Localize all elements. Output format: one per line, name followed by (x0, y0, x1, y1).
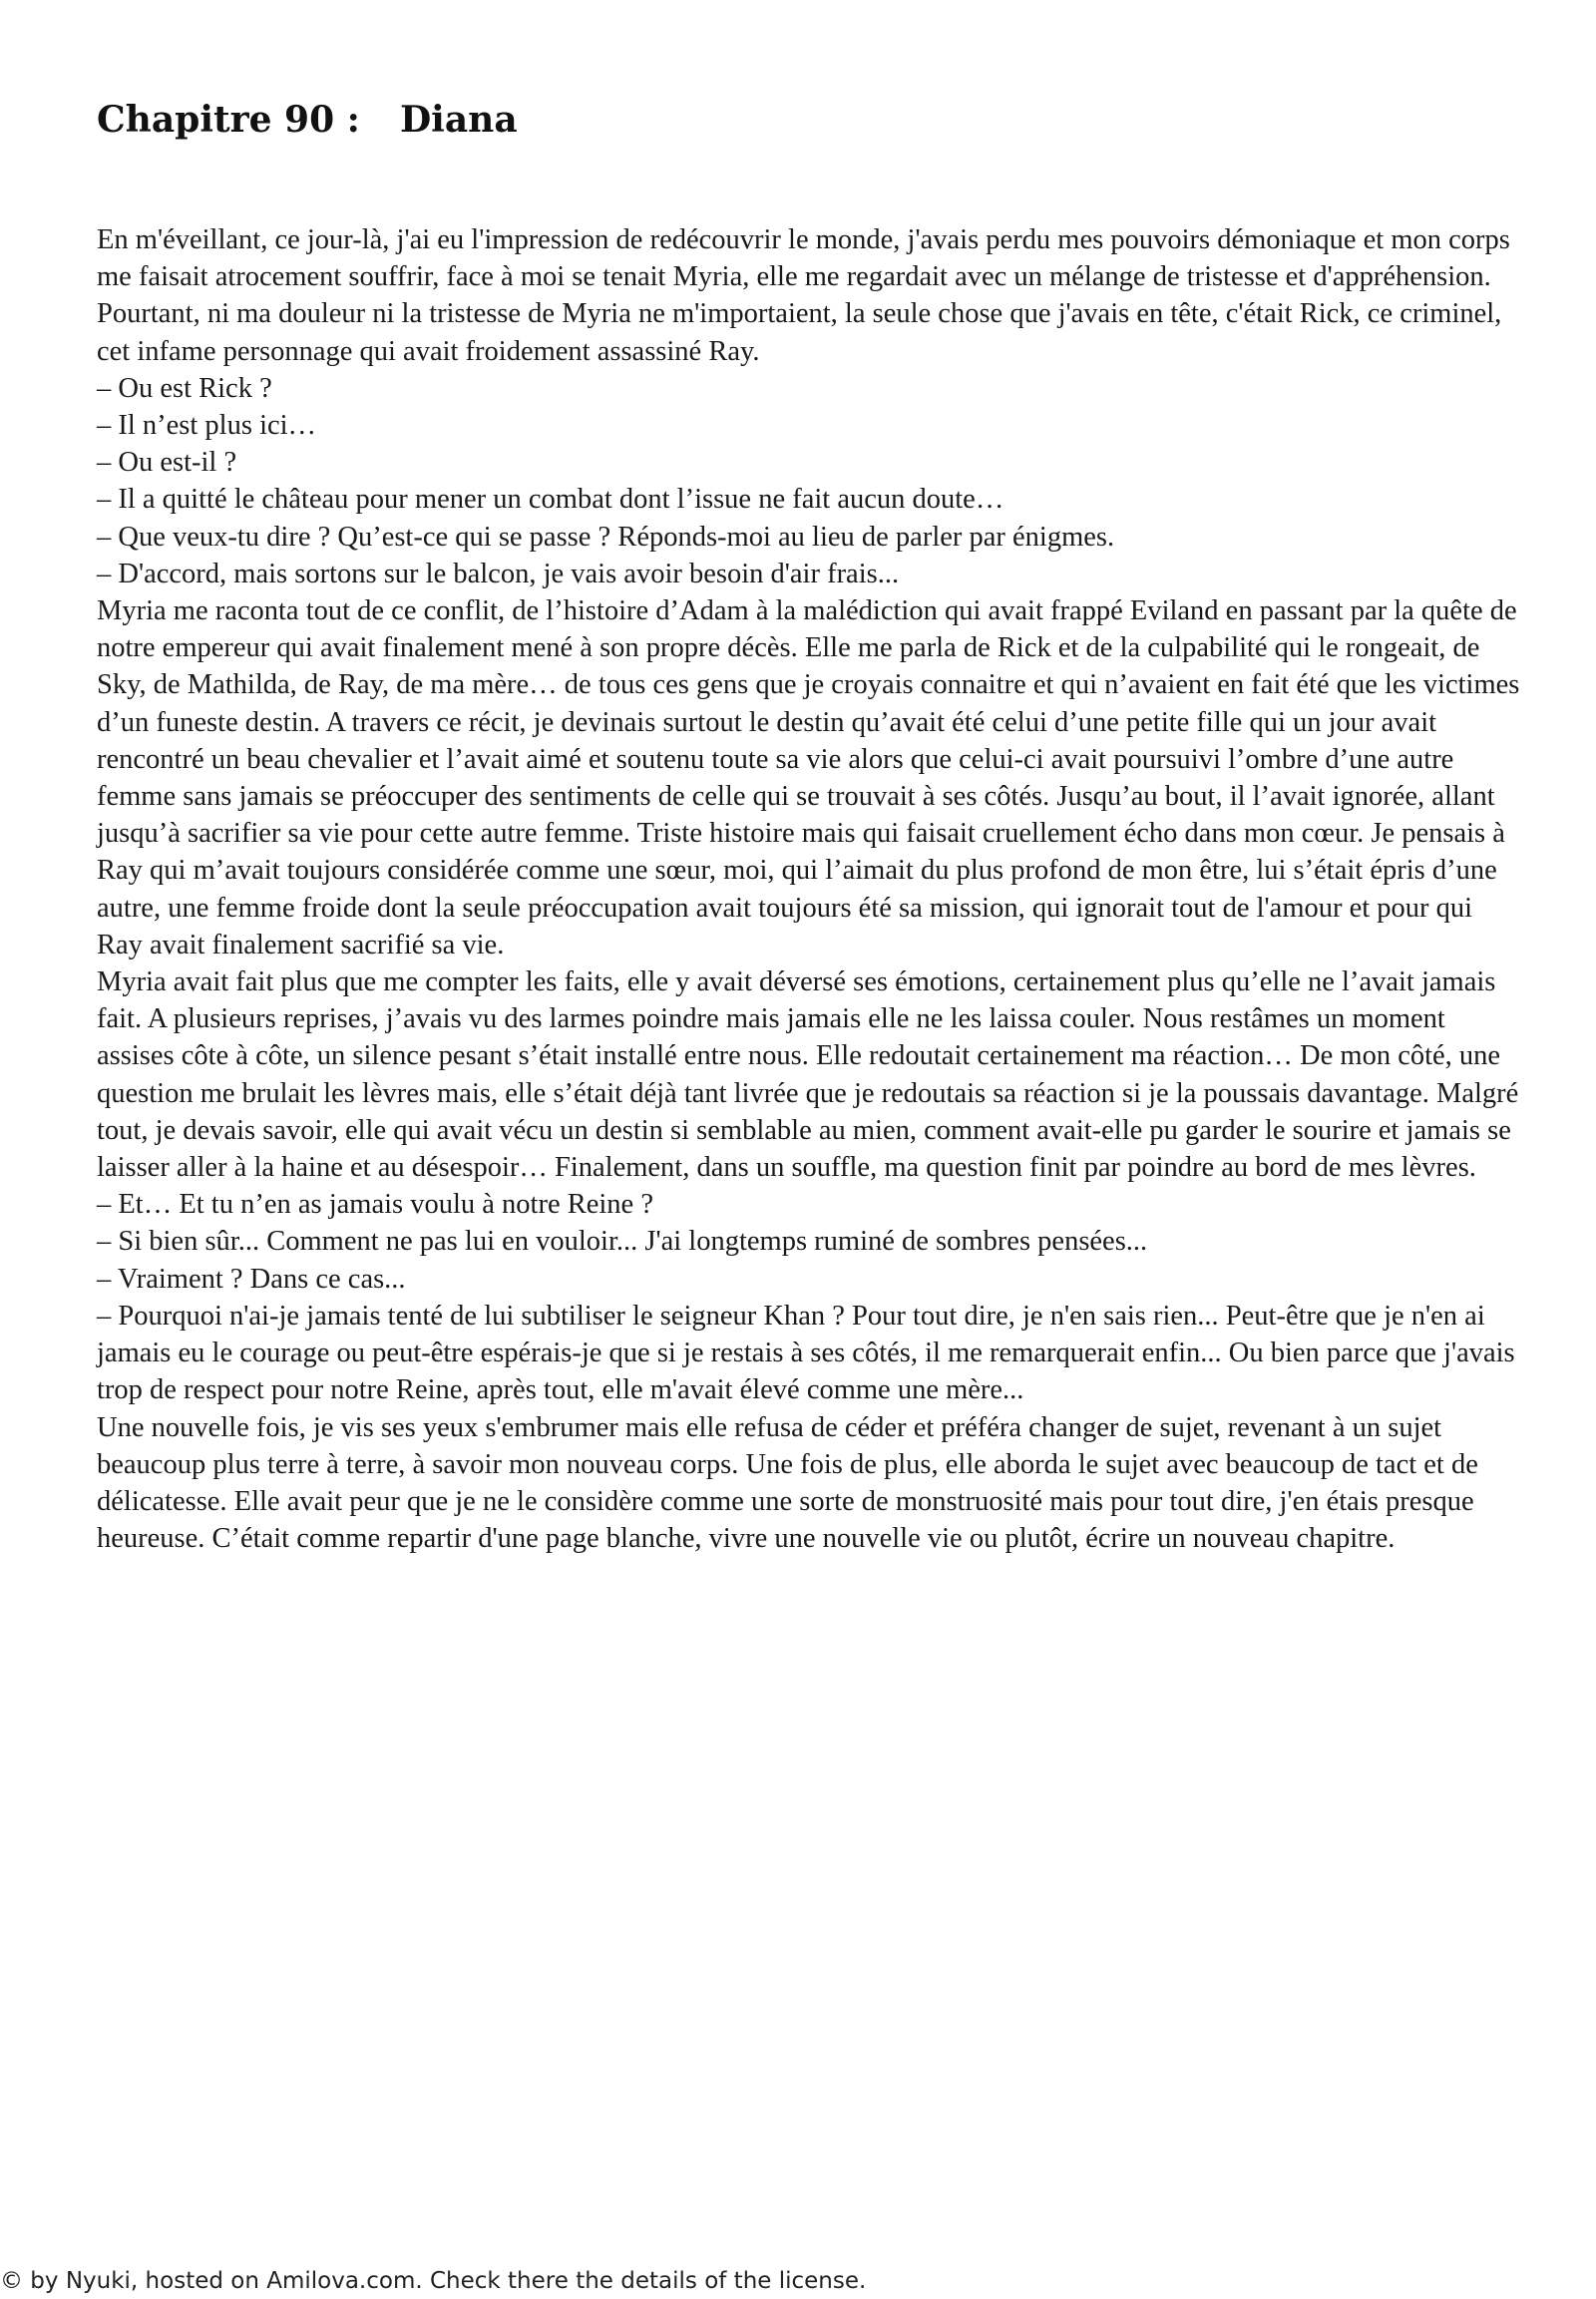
dialogue-line: – Ou est Rick ? (97, 372, 272, 404)
paragraph: Myria me raconta tout de ce conflit, de l’histoire d’Adam à la malédiction qui avait frappé Eviland en passant par la quête de notre empereur qui avait finalement mené à son propre décès. Elle me parla de Rick et de la culpabilité qui le rongeait, de Sky, de Mathilda, de Ray, de ma mère… de tous ces gens que je croyais connaitre et qui n’avaient en fait été que les victimes d’un funeste destin. A travers ce récit, je devinais surtout le destin qu’avait été celui d’une petite fille qui un jour avait rencontré un beau chevalier et l’avait aimé et soutenu toute sa vie alors que celui-ci avait poursuivi l’ombre d’une autre femme sans jamais se préoccuper des sentiments de celle qui se trouvait à ses côtés. Jusqu’au bout, il l’avait ignorée, allant jusqu’à sacrifier sa vie pour cette autre femme. Triste histoire mais qui faisait cruellement écho dans mon cœur. Je pensais à Ray qui m’avait toujours considérée comme une sœur, moi, qui l’aimait du plus profond de mon être, lui s’était épris d’une autre, une femme froide dont la seule préoccupation avait toujours été sa mission, qui ignorait tout de l'amour et pour qui Ray avait finalement sacrifié sa vie. (97, 595, 1520, 960)
dialogue-line: – Vraiment ? Dans ce cas... (97, 1263, 406, 1295)
paragraph: Myria avait fait plus que me compter les faits, elle y avait déversé ses émotions, certainement plus qu’elle ne l’avait jamais fait. A plusieurs reprises, j’avais vu des larmes poindre mais jamais elle ne les laissa couler. Nous restâmes un moment assises côte à côte, un silence pesant s’était installé entre nous. Elle redoutait certainement ma réaction… De mon côté, une question me brulait les lèvres mais, elle s’était déjà tant livrée que je redoutais sa réaction si je la poussais davantage. Malgré tout, je devais savoir, elle qui avait vécu un destin si semblable au mien, comment avait-elle pu garder le sourire et jamais se laisser aller à la haine et au désespoir… Finalement, dans un souffle, ma question finit par poindre au bord de mes lèvres. (97, 966, 1519, 1184)
dialogue-line: – Pourquoi n'ai-je jamais tenté de lui subtiliser le seigneur Khan ? Pour tout dire, je n'en sais rien... Peut-être que je n'en ai jamais eu le courage ou peut-être espérais-je que si je restais à ses côtés, il me remarquerait enfin... Ou bien parce que j'avais trop de respect pour notre Reine, après tout, elle m'avait élevé comme une mère... (97, 1300, 1515, 1406)
dialogue-line: – Que veux-tu dire ? Qu’est-ce qui se passe ? Réponds-moi au lieu de parler par énigmes. (97, 521, 1115, 553)
chapter-title (97, 96, 518, 144)
dialogue-line: – Il n’est plus ici… (97, 410, 317, 442)
paragraph: Une nouvelle fois, je vis ses yeux s'embrumer mais elle refusa de céder et préféra changer de sujet, revenant à un sujet beaucoup plus terre à terre, à savoir mon nouveau corps. Une fois de plus, elle aborda le sujet avec beaucoup de tact et de délicatesse. Elle avait peur que je ne le considère comme une sorte de monstruosité mais pour tout dire, j'en étais presque heureuse. C’était comme repartir d'une page blanche, vivre une nouvelle vie ou plutôt, écrire un nouveau chapitre. (97, 1411, 1478, 1555)
paragraph: En m'éveillant, ce jour-là, j'ai eu l'impression de redécouvrir le monde, j'avais perdu mes pouvoirs démoniaque et mon corps me faisait atrocement souffrir, face à moi se tenait Myria, elle me regardait avec un mélange de tristesse et d'appréhension. Pourtant, ni ma douleur ni la tristesse de Myria ne m'importaient, la seule chose que j'avais en tête, c'était Rick, ce criminel, cet infame personnage qui avait froidement assassiné Ray. (97, 224, 1510, 367)
license-notice: © by Nyuki, hosted on Amilova.com. Check there the details of the license. (0, 2268, 867, 2294)
dialogue-line: – D'accord, mais sortons sur le balcon, je vais avoir besoin d'air frais... (97, 558, 900, 589)
dialogue-line: – Si bien sûr... Comment ne pas lui en vouloir... J'ai longtemps ruminé de sombres pensées... (97, 1226, 1148, 1258)
chapter-number: Chapitre 90 : (97, 99, 360, 141)
dialogue-line: – Ou est-il ? (97, 447, 237, 479)
dialogue-line: – Il a quitté le château pour mener un combat dont l’issue ne fait aucun doute… (97, 484, 1004, 516)
chapter-name: Diana (399, 99, 518, 141)
dialogue-line: – Et… Et tu n’en as jamais voulu à notre Reine ? (97, 1189, 653, 1221)
chapter-body (97, 221, 1523, 1557)
